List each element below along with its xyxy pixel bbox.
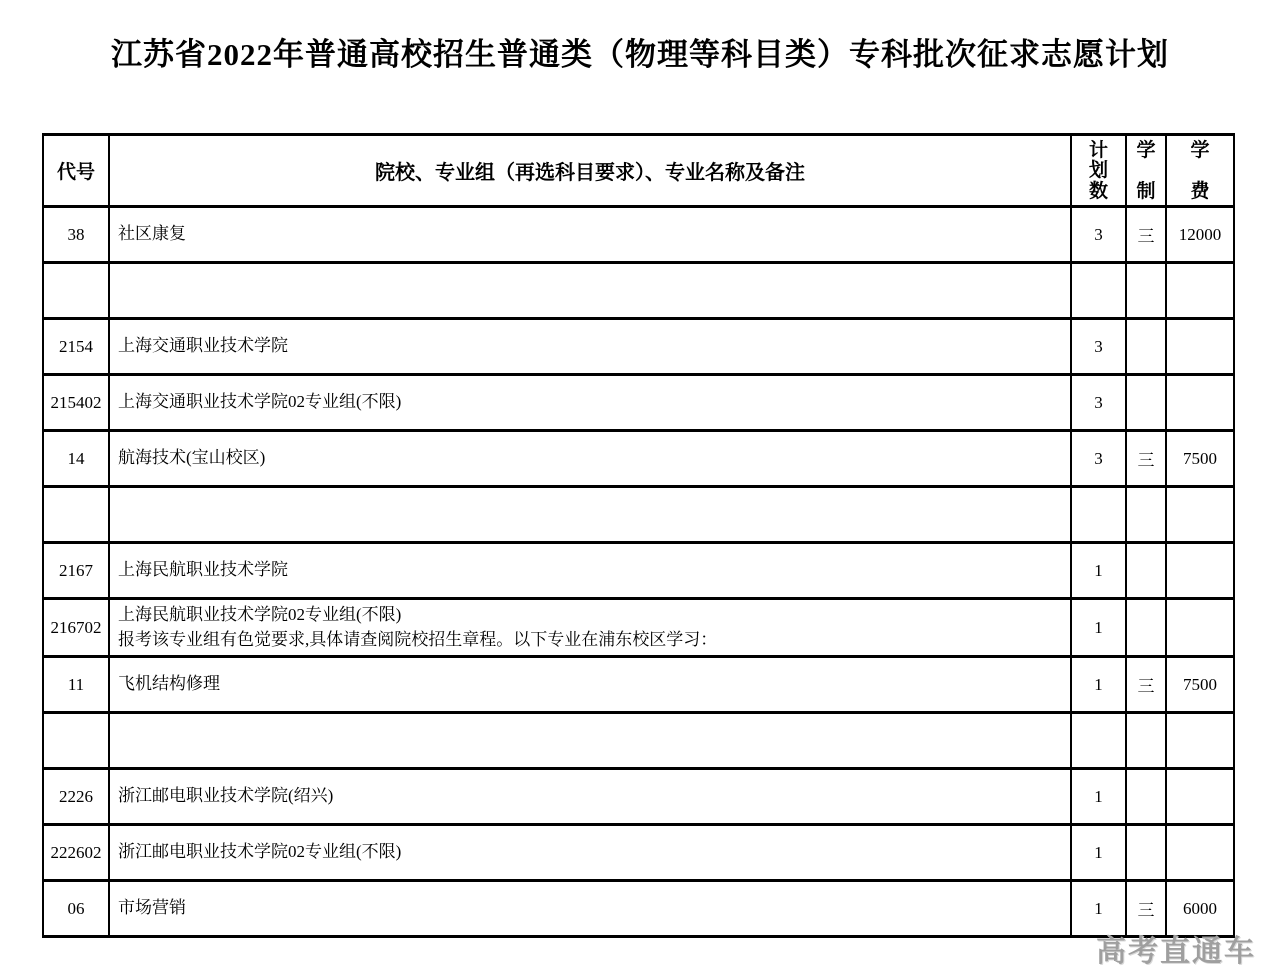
institution-or-major-name: 浙江邮电职业技术学院02专业组(不限) [118,842,402,862]
institution-or-major-name: 社区康复 [118,224,186,244]
cell-duration [1126,713,1166,769]
cell-tuition [1166,825,1234,881]
institution-or-major-name: 浙江邮电职业技术学院(绍兴) [118,786,334,806]
cell-plan-count: 1 [1071,881,1126,937]
cell-duration: 三 [1126,881,1166,937]
cell-name [109,431,1071,487]
cell-duration: 三 [1126,207,1166,263]
cell-duration [1126,769,1166,825]
institution-or-major-name: 上海民航职业技术学院02专业组(不限) [118,605,402,624]
cell-plan-count [1071,713,1126,769]
table-row [43,599,1234,657]
cell-tuition [1166,487,1234,543]
cell-plan-count: 1 [1071,769,1126,825]
cell-duration [1126,319,1166,375]
cell-name [109,319,1071,375]
cell-name [109,713,1071,769]
cell-tuition [1166,599,1234,657]
institution-or-major-name: 上海交通职业技术学院02专业组(不限) [118,392,402,412]
cell-name [109,375,1071,431]
cell-name [109,769,1071,825]
table-row [43,431,1234,487]
cell-duration [1126,487,1166,543]
cell-duration [1126,263,1166,319]
cell-plan-count: 3 [1071,319,1126,375]
cell-code: 216702 [43,599,109,657]
table-row [43,881,1234,937]
header-tuition: 学 费 [1166,135,1234,207]
table-row [43,825,1234,881]
header-code: 代号 [43,135,109,207]
cell-code: 38 [43,207,109,263]
cell-plan-count: 1 [1071,599,1126,657]
cell-duration [1126,599,1166,657]
cell-tuition [1166,263,1234,319]
table-row [43,657,1234,713]
cell-code: 215402 [43,375,109,431]
cell-plan-count: 1 [1071,657,1126,713]
cell-tuition: 12000 [1166,207,1234,263]
institution-or-major-name: 上海民航职业技术学院 [118,560,288,580]
table-row [43,487,1234,543]
cell-code: 06 [43,881,109,937]
table-row [43,263,1234,319]
cell-tuition: 6000 [1166,881,1234,937]
cell-duration [1126,375,1166,431]
cell-duration [1126,543,1166,599]
cell-code: 2167 [43,543,109,599]
header-duration: 学 制 [1126,135,1166,207]
cell-duration [1126,825,1166,881]
cell-code: 11 [43,657,109,713]
header-plan: 计 划 数 [1071,135,1126,207]
cell-name [109,207,1071,263]
institution-or-major-name: 航海技术(宝山校区) [118,448,266,468]
cell-plan-count: 3 [1071,431,1126,487]
cell-tuition [1166,375,1234,431]
cell-tuition: 7500 [1166,657,1234,713]
cell-name [109,543,1071,599]
cell-tuition [1166,543,1234,599]
cell-name [109,881,1071,937]
cell-tuition [1166,769,1234,825]
page-title: 江苏省2022年普通高校招生普通类（物理等科目类）专科批次征求志愿计划 [111,37,1169,72]
table-row [43,375,1234,431]
cell-tuition: 7500 [1166,431,1234,487]
cell-code: 222602 [43,825,109,881]
table-row [43,543,1234,599]
cell-plan-count: 1 [1071,825,1126,881]
cell-duration: 三 [1126,657,1166,713]
watermark: 高考直通车 [1096,935,1256,968]
cell-code: 2226 [43,769,109,825]
cell-code: 14 [43,431,109,487]
cell-plan-count: 3 [1071,375,1126,431]
cell-tuition [1166,319,1234,375]
cell-tuition [1166,713,1234,769]
table-row [43,713,1234,769]
table-row [43,207,1234,263]
admission-plan-table [42,133,1235,938]
cell-name [109,599,1071,657]
institution-or-major-name: 飞机结构修理 [118,674,220,694]
table-body [43,207,1234,937]
cell-code [43,263,109,319]
cell-name [109,487,1071,543]
cell-plan-count [1071,263,1126,319]
cell-plan-count: 3 [1071,207,1126,263]
header-row [43,135,1234,207]
cell-plan-count [1071,487,1126,543]
table-row [43,769,1234,825]
cell-code [43,487,109,543]
cell-code [43,713,109,769]
cell-name [109,825,1071,881]
cell-duration: 三 [1126,431,1166,487]
cell-name [109,263,1071,319]
cell-plan-count: 1 [1071,543,1126,599]
institution-or-major-name: 上海交通职业技术学院 [118,336,288,356]
cell-code: 2154 [43,319,109,375]
institution-or-major-name: 市场营销 [118,898,186,918]
note-line: 报考该专业组有色觉要求,具体请查阅院校招生章程。以下专业在浦东校区学习： [118,629,718,649]
cell-name [109,657,1071,713]
header-name: 院校、专业组（再选科目要求）、专业名称及备注 [109,135,1071,207]
table-row [43,319,1234,375]
